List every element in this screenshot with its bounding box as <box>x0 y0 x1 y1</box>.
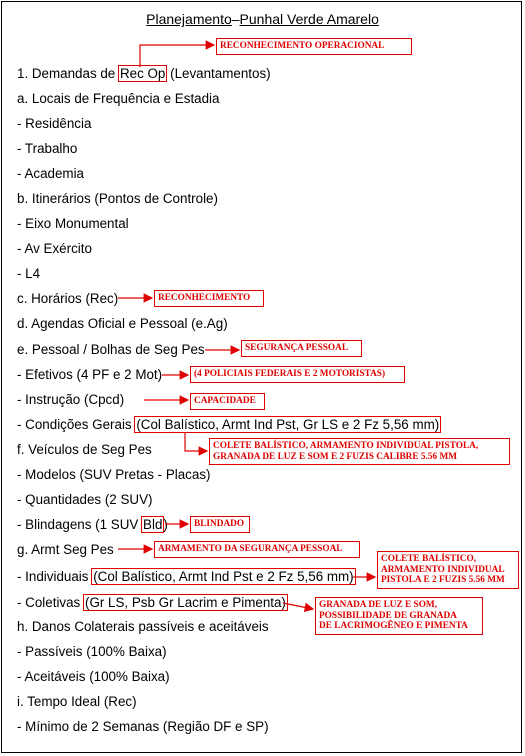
annotation-reconhecimento: RECONHECIMENTO <box>154 290 264 307</box>
line-quantidades: - Quantidades (2 SUV) <box>17 492 153 507</box>
annotation-efetivos: (4 POLICIAIS FEDERAIS E 2 MOTORISTAS) <box>190 366 405 383</box>
annotation-armamento-seg: ARMAMENTO DA SEGURANÇA PESSOAL <box>154 541 360 558</box>
line-eixo: - Eixo Monumental <box>17 216 129 231</box>
line-individuais: - Individuais (Col Balístico, Armt Ind Pst e 2 Fz 5,56 mm) <box>17 569 354 584</box>
annotation-individuais: COLETE BALÍSTICO, ARMAMENTO INDIVIDUAL PISTOLA E 2 FUZIS 5.56 MM <box>377 551 519 589</box>
line-trabalho: - Trabalho <box>17 141 78 156</box>
arrow-coletivas <box>283 603 313 609</box>
line-aceitaveis: - Aceitáveis (100% Baixa) <box>17 669 170 684</box>
line-pessoal: e. Pessoal / Bolhas de Seg Pes <box>17 342 205 357</box>
line-l4: - L4 <box>17 266 41 281</box>
line-itinerarios: b. Itinerários (Pontos de Controle) <box>17 191 218 206</box>
highlight-bld: Bld <box>143 517 163 532</box>
highlight-condicoes: (Col Balístico, Armt Ind Pst, Gr LS e 2 Fz 5,56 mm) <box>136 417 440 432</box>
line-horarios: c. Horários (Rec) <box>17 291 119 306</box>
line-agendas: d. Agendas Oficial e Pessoal (e.Ag) <box>17 316 228 331</box>
arrow-rec-op <box>140 45 214 67</box>
line-demandas: 1. Demandas de Rec Op (Levantamentos) <box>17 66 271 81</box>
line-armt: g. Armt Seg Pes <box>17 542 114 557</box>
annotation-blindado: BLINDADO <box>190 516 250 533</box>
annotation-seguranca-pessoal: SEGURANÇA PESSOAL <box>241 340 362 357</box>
line-condicoes: - Condições Gerais (Col Balístico, Armt Ind Pst, Gr LS e 2 Fz 5,56 mm) <box>17 417 440 432</box>
line-minimo: - Mínimo de 2 Semanas (Região DF e SP) <box>17 719 269 734</box>
line-locais: a. Locais de Frequência e Estadia <box>17 91 220 106</box>
line-coletivas: - Coletivas (Gr LS, Psb Gr Lacrim e Pimenta) <box>17 595 286 610</box>
line-tempo: i. Tempo Ideal (Rec) <box>17 694 137 709</box>
arrow-condicoes <box>185 433 207 451</box>
line-veiculos: f. Veículos de Seg Pes <box>17 442 152 457</box>
highlight-individuais: (Col Balístico, Armt Ind Pst e 2 Fz 5,56 mm) <box>93 569 354 584</box>
document-title: Planejamento–Punhal Verde Amarelo <box>146 11 379 27</box>
highlight-coletivas: (Gr LS, Psb Gr Lacrim e Pimenta) <box>84 595 286 610</box>
line-danos: h. Danos Colaterais passíveis e aceitáveis <box>17 619 269 634</box>
line-instrucao: - Instrução (Cpcd) <box>17 392 125 407</box>
line-blindagens: - Blindagens (1 SUV Bld) <box>17 517 168 532</box>
line-academia: - Academia <box>17 166 84 181</box>
line-av-exercito: - Av Exército <box>17 241 92 256</box>
line-passiveis: - Passíveis (100% Baixa) <box>17 644 167 659</box>
line-efetivos: - Efetivos (4 PF e 2 Mot) <box>17 367 163 382</box>
line-residencia: - Residência <box>17 116 92 131</box>
highlight-rec-op: Rec Op <box>119 66 166 81</box>
annotation-reconhecimento-operacional: RECONHECIMENTO OPERACIONAL <box>216 38 412 55</box>
annotation-capacidade: CAPACIDADE <box>190 393 265 410</box>
annotation-coletivas: GRANADA DE LUZ E SOM, POSSIBILIDADE DE GRANADA DE LACRIMOGÊNEO E PIMENTA <box>315 597 483 635</box>
annotation-condicoes: COLETE BALÍSTICO, ARMAMENTO INDIVIDUAL PISTOLA, GRANADA DE LUZ E SOM E 2 FUZIS CALIBRE 5.56 MM <box>209 438 510 465</box>
line-modelos: - Modelos (SUV Pretas - Placas) <box>17 467 211 482</box>
